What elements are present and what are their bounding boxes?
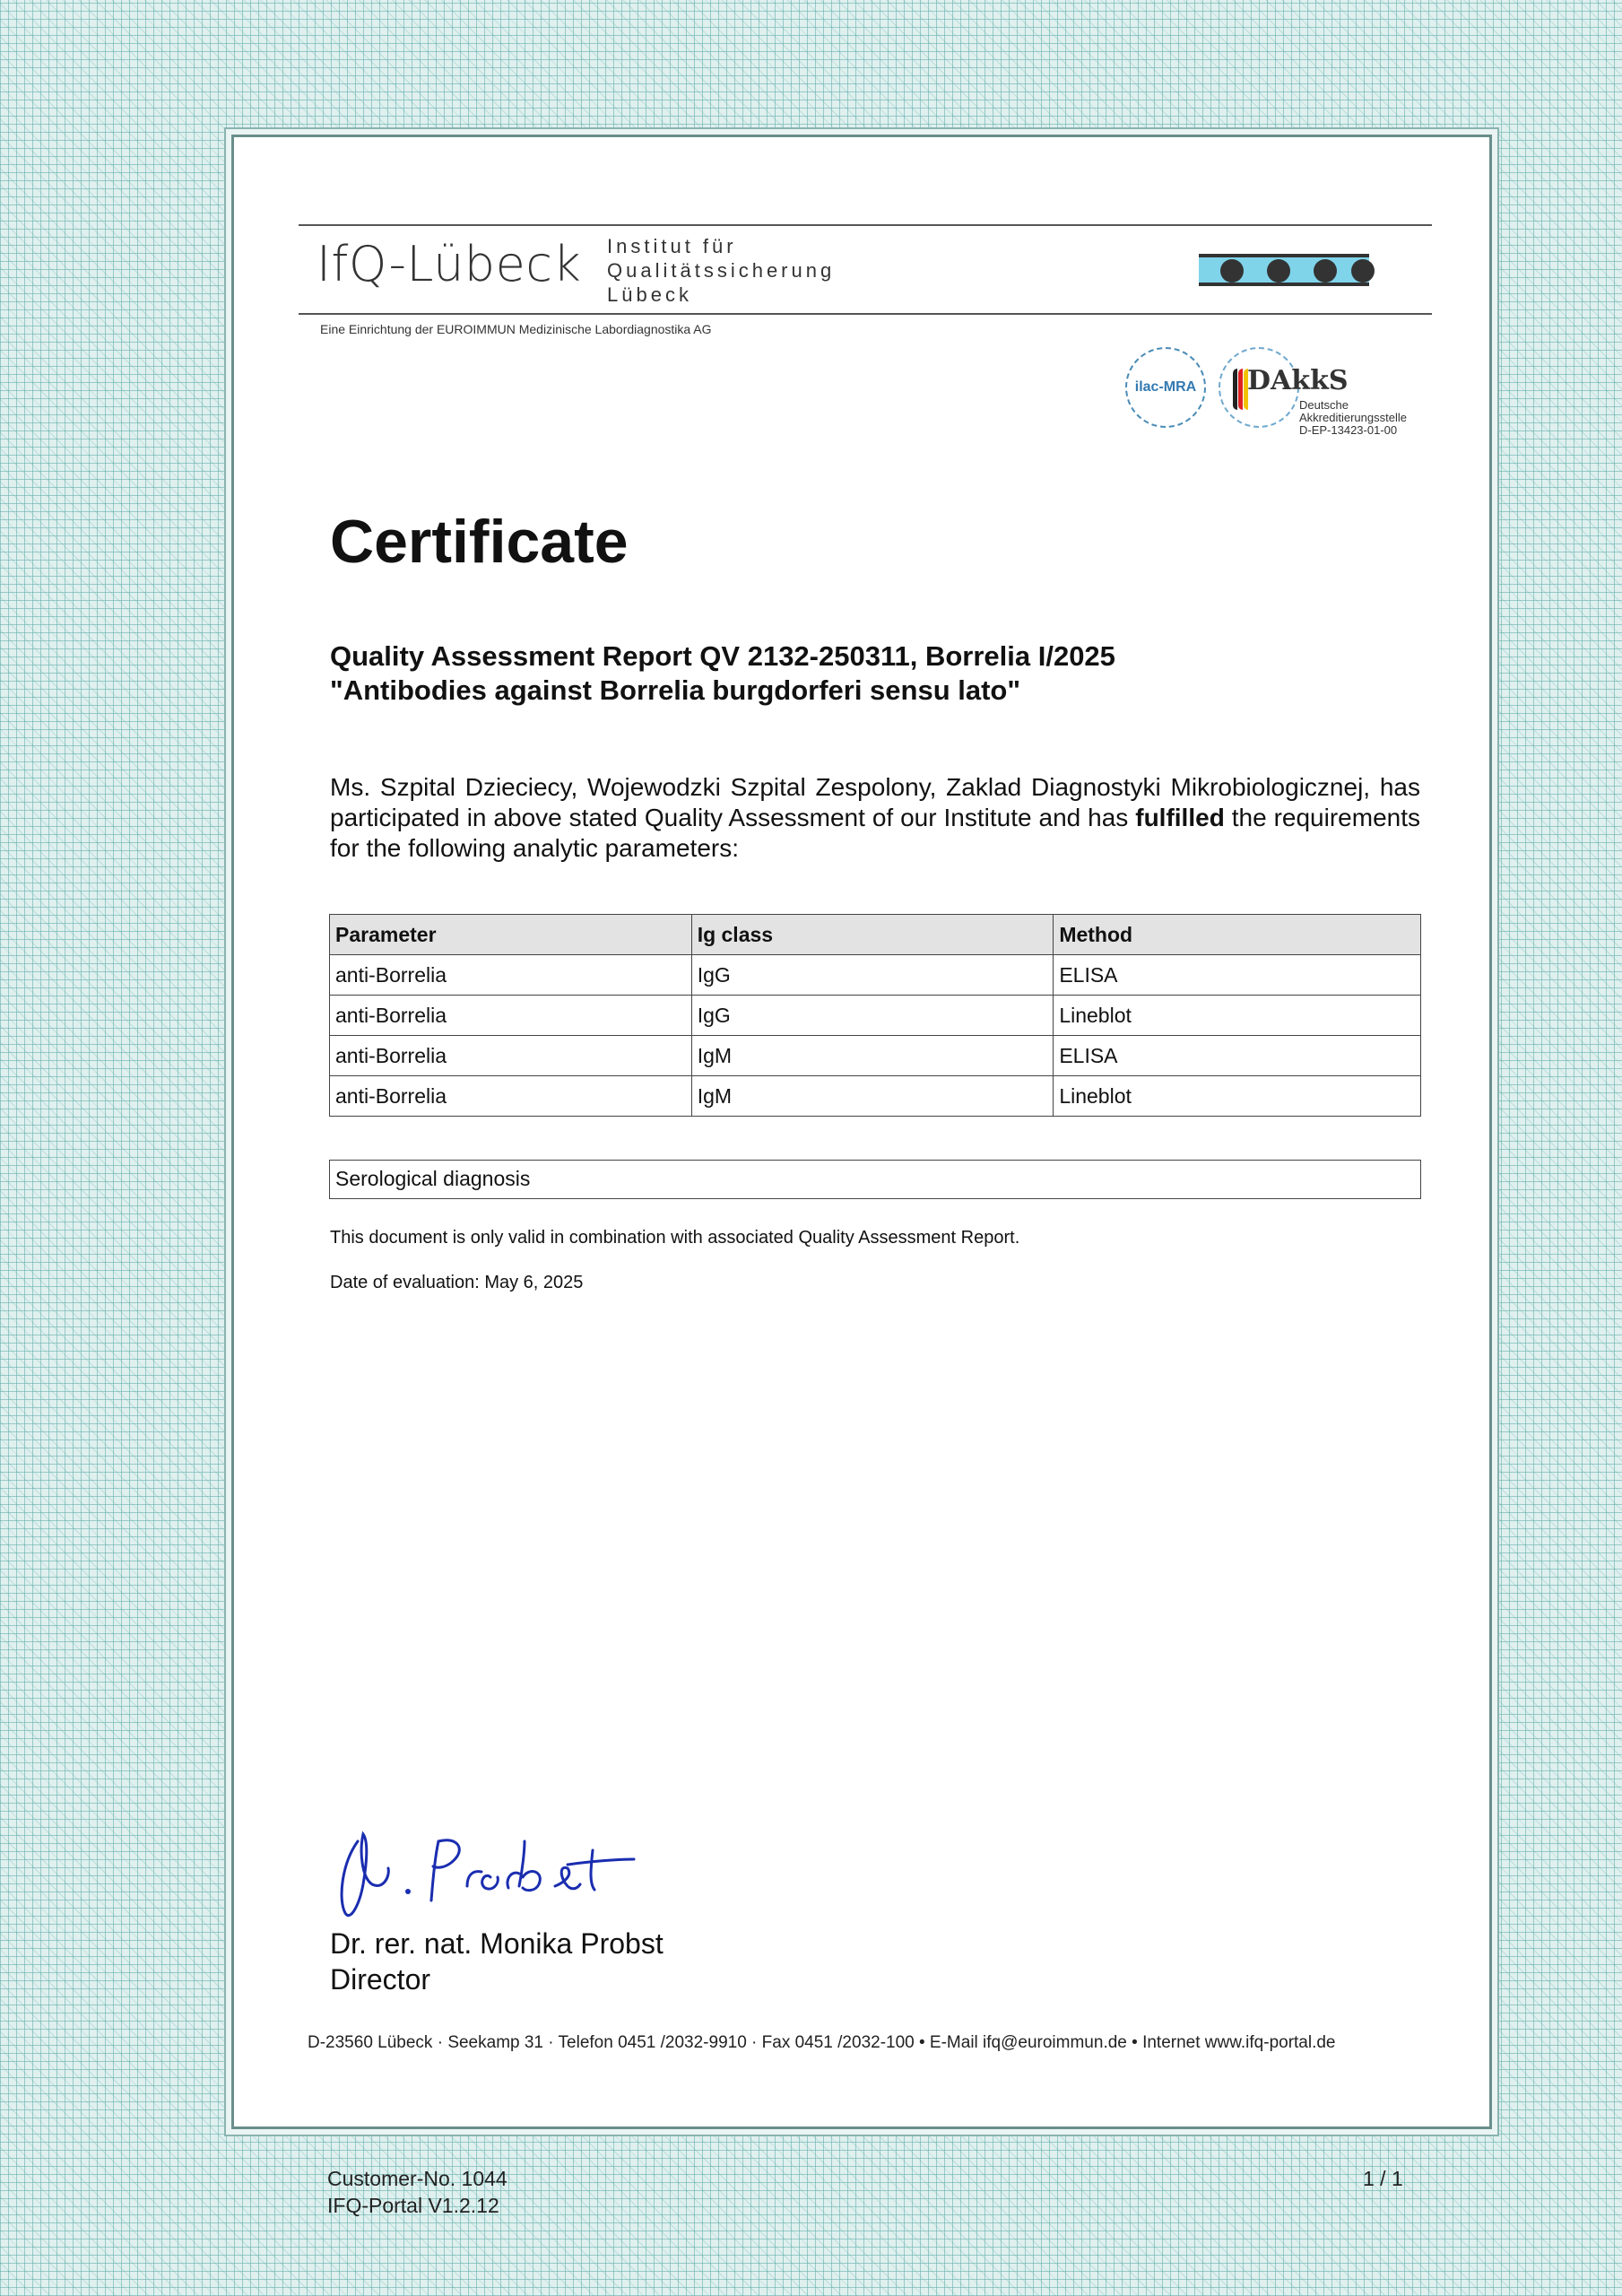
institute-line-2: Qualitätssicherung xyxy=(607,259,836,282)
certificate-sheet xyxy=(231,135,1492,2129)
evaluation-date: Date of evaluation: May 6, 2025 xyxy=(330,1273,584,1292)
table-cell: ELISA xyxy=(1054,1036,1421,1076)
dakks-title: DAkkS xyxy=(1247,365,1349,396)
ifq-logo-strip xyxy=(1199,254,1369,286)
dakks-subtitle xyxy=(1299,399,1407,437)
report-title-line-1: Quality Assessment Report QV 2132-250311, Borrelia I/2025 xyxy=(330,640,1115,672)
table-cell: Lineblot xyxy=(1054,996,1421,1036)
dakks-line-1: Deutsche xyxy=(1299,398,1349,412)
table-row xyxy=(330,1036,1421,1076)
paragraph-text-end: the requirements for the following analytic parameters: xyxy=(330,804,1420,862)
table-cell: ELISA xyxy=(1054,955,1421,996)
table-row xyxy=(330,996,1421,1036)
table-row xyxy=(330,1076,1421,1117)
report-title-line-2: "Antibodies against Borrelia burgdorferi sensu lato" xyxy=(330,674,1021,706)
table-cell: IgM xyxy=(691,1076,1054,1117)
dakks-line-2: Akkreditierungsstelle xyxy=(1299,411,1407,424)
table-cell: Lineblot xyxy=(1054,1076,1421,1117)
column-header: Ig class xyxy=(691,915,1054,955)
institute-line-3: Lübeck xyxy=(607,283,692,306)
table-cell: anti-Borrelia xyxy=(330,1076,692,1117)
validity-note: This document is only valid in combination with associated Quality Assessment Report. xyxy=(330,1228,1020,1248)
ilac-mra-seal: ilac-MRA xyxy=(1125,347,1206,428)
participation-paragraph xyxy=(330,772,1420,864)
portal-version: IFQ-Portal V1.2.12 xyxy=(327,2194,499,2217)
institute-name xyxy=(607,234,835,307)
signatory-role: Director xyxy=(330,1963,431,1996)
certificate-title: Certificate xyxy=(330,508,629,576)
paragraph-text: Ms. Szpital Dzieciecy, Wojewodzki Szpital Zespolony, Zaklad Diagnostyki Mikrobiologicznej, has participated in above stated Quality Assessment of our Institute and has xyxy=(330,773,1420,831)
table-cell: anti-Borrelia xyxy=(330,955,692,996)
paragraph-emphasis: fulfilled xyxy=(1135,804,1225,831)
signatory-name: Dr. rer. nat. Monika Probst xyxy=(330,1927,664,1960)
column-header: Method xyxy=(1054,915,1421,955)
institute-line-1: Institut für xyxy=(607,235,737,257)
report-title xyxy=(330,639,1115,708)
parent-organisation: Eine Einrichtung der EUROIMMUN Medizinische Labordiagnostika AG xyxy=(320,322,712,336)
column-header: Parameter xyxy=(330,915,692,955)
ifq-logo: IfQ-Lübeck xyxy=(317,236,582,292)
footer-contact-line: D-23560 Lübeck · Seekamp 31 · Telefon 0451 /2032-9910 · Fax 0451 /2032-100 • E-Mail ifq@euroimmun.de • Internet www.ifq-portal.de xyxy=(308,2033,1336,2052)
handwritten-signature xyxy=(333,1814,638,1922)
table-row xyxy=(330,955,1421,996)
table-header-row xyxy=(330,915,1421,955)
table-cell: IgM xyxy=(691,1036,1054,1076)
dakks-accreditation-number: D-EP-13423-01-00 xyxy=(1299,423,1398,437)
customer-number: Customer-No. 1044 xyxy=(327,2167,507,2190)
table-cell: IgG xyxy=(691,996,1054,1036)
serological-box: Serological diagnosis xyxy=(329,1160,1421,1199)
table-cell: anti-Borrelia xyxy=(330,1036,692,1076)
header-top-rule xyxy=(299,224,1432,226)
parameters-table xyxy=(329,914,1421,1117)
page-number: 1 / 1 xyxy=(1363,2167,1403,2190)
header-bottom-rule xyxy=(299,313,1432,315)
table-cell: IgG xyxy=(691,955,1054,996)
table-cell: anti-Borrelia xyxy=(330,996,692,1036)
